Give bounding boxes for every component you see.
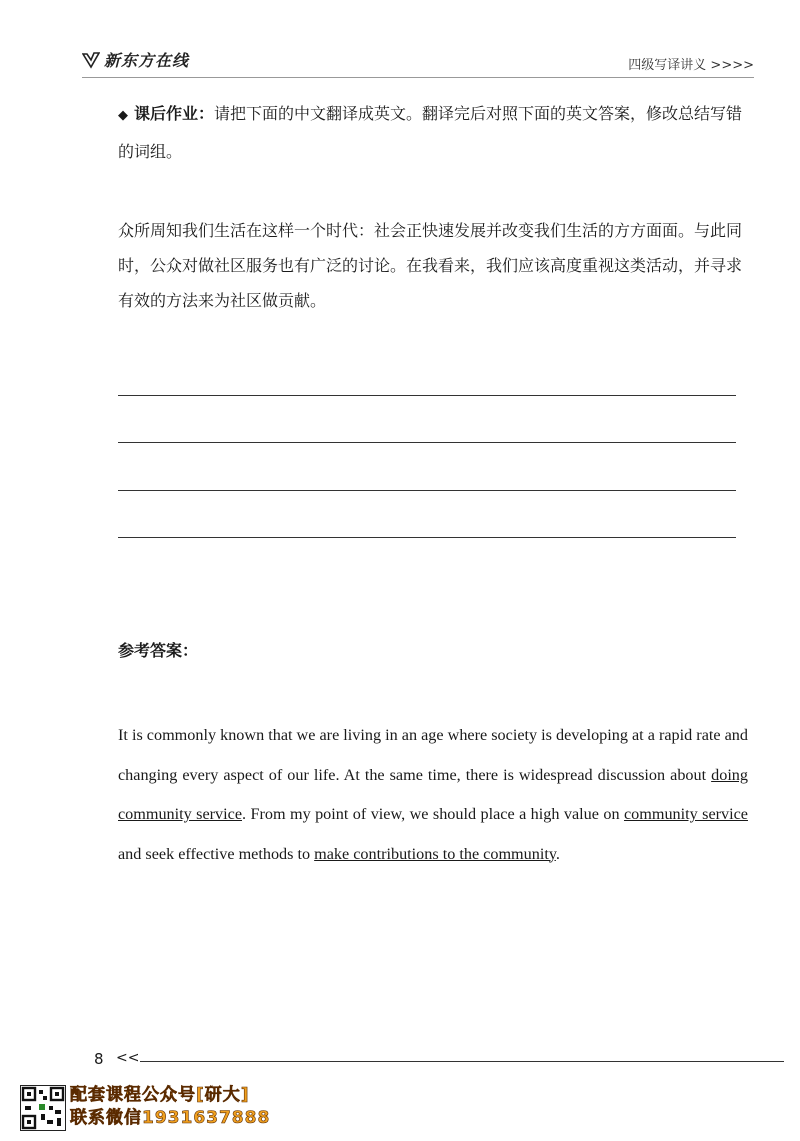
homework-label: 课后作业：	[134, 104, 215, 123]
promo-line-1: 配套课程公众号[研大]	[70, 1085, 250, 1105]
answer-blank-line	[118, 490, 736, 491]
homework-instruction	[118, 96, 748, 170]
brand-logo	[82, 48, 189, 71]
page-number: 8	[94, 1050, 104, 1068]
qr-code-icon	[20, 1085, 66, 1131]
answer-segment: . From my point of view, we should place a high value on	[242, 805, 624, 823]
chevrons: <<	[116, 1050, 140, 1066]
answer-segment: It is commonly known that we are living in an age where society is developing at a rapid rate and changing every aspect of our life. At the same time, there is widespread discussion about	[118, 726, 748, 784]
reference-answer-label: 参考答案：	[118, 641, 199, 660]
handout-title: 四级写译讲义 >>>>	[628, 58, 754, 73]
brand-mark-icon	[82, 51, 100, 69]
underlined-phrase: community service	[623, 805, 748, 823]
chinese-passage: 众所周知我们生活在这样一个时代：社会正快速发展并改变我们生活的方方面面。与此同时，公众对做社区服务也有广泛的讨论。在我看来，我们应该高度重视这类活动，并寻求有效的方法来为社区做贡献。	[118, 221, 743, 310]
promo-line-2: 联系微信1931637888	[70, 1108, 271, 1128]
underlined-phrase: make contributions to the community	[314, 844, 556, 863]
page-header	[82, 48, 754, 78]
answer-blank-line	[118, 395, 736, 396]
page-footer	[94, 1050, 784, 1074]
answer-segment: .	[555, 844, 560, 863]
answer-blank-line	[118, 537, 736, 538]
answer-blank-line	[118, 442, 736, 443]
diamond-bullet-icon: ◆	[118, 108, 128, 123]
underlined-phrase: doing community service	[118, 765, 748, 823]
footer-divider	[140, 1061, 784, 1062]
brand-name: 新东方在线	[104, 51, 190, 70]
header-divider	[82, 77, 754, 78]
promo-watermark	[70, 1084, 270, 1130]
reference-answer-text	[118, 716, 748, 874]
homework-text: 请把下面的中文翻译成英文。翻译完后对照下面的英文答案，修改总结写错的词组。	[118, 104, 743, 161]
answer-segment: and seek effective methods to	[118, 844, 315, 863]
